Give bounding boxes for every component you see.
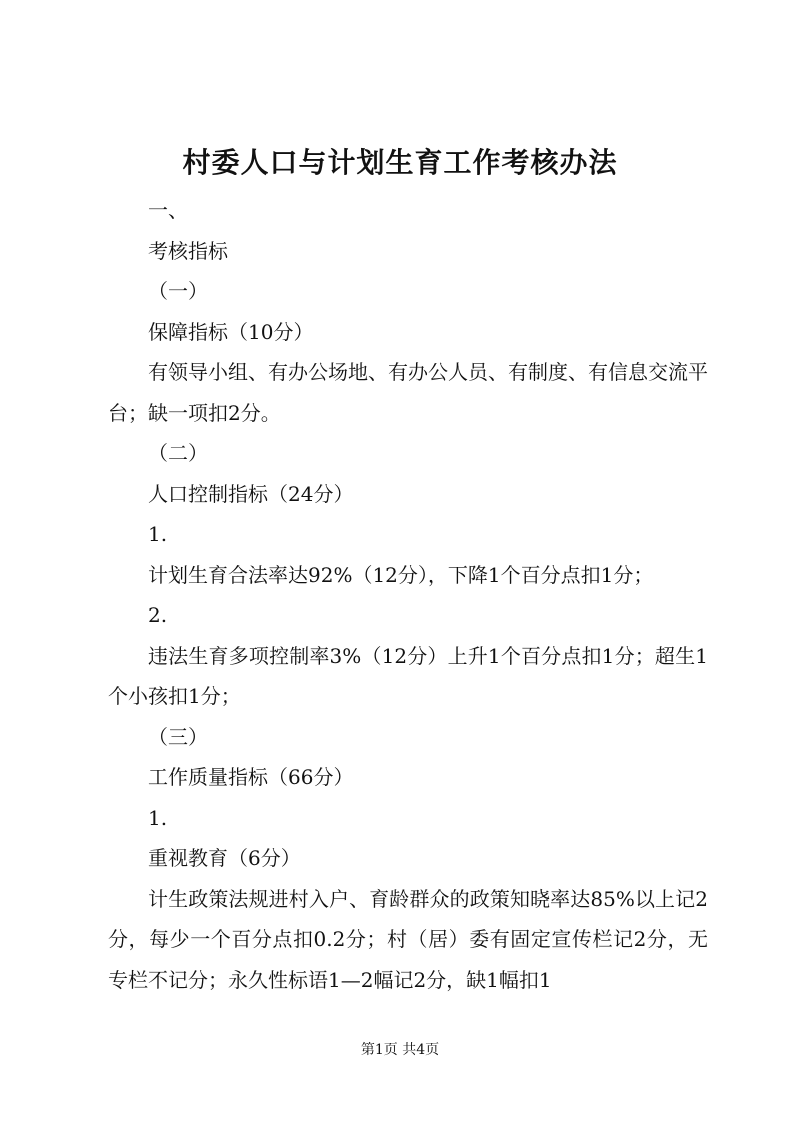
section-number: 一、 xyxy=(148,198,188,222)
subsection-heading: 工作质量指标（66分） xyxy=(148,765,354,789)
subsection-number: （二） xyxy=(148,441,208,465)
item-number: 1. xyxy=(148,522,168,546)
body-paragraph: 计生政策法规进村入户、育龄群众的政策知晓率达85%以上记2分，每少一个百分点扣0.2分；村（居）委有固定宣传栏记2分，无专栏不记分；永久性标语1—2幅记2分，缺1幅扣1 xyxy=(108,886,708,992)
subsection-heading: 保障指标（10分） xyxy=(148,319,314,344)
document-body xyxy=(108,190,708,1000)
subsection-number: （三） xyxy=(148,724,208,749)
subsection-number: （一） xyxy=(148,279,208,303)
item-number: 2. xyxy=(148,603,168,627)
item-number: 1. xyxy=(148,805,168,830)
body-paragraph: 违法生育多项控制率3%（12分）上升1个百分点扣1分；超生1个小孩扣1分； xyxy=(108,643,708,708)
section-heading: 考核指标 xyxy=(148,238,228,263)
body-paragraph: 计划生育合法率达92%（12分），下降1个百分点扣1分； xyxy=(148,562,654,587)
body-paragraph: 有领导小组、有办公场地、有办公人员、有制度、有信息交流平台；缺一项扣2分。 xyxy=(108,360,708,425)
subsection-heading: 人口控制指标（24分） xyxy=(148,481,354,506)
page-footer: 第1页 共4页 xyxy=(360,1042,440,1058)
document-title: 村委人口与计划生育工作考核办法 xyxy=(182,146,618,179)
item-heading: 重视教育（6分） xyxy=(148,846,301,870)
